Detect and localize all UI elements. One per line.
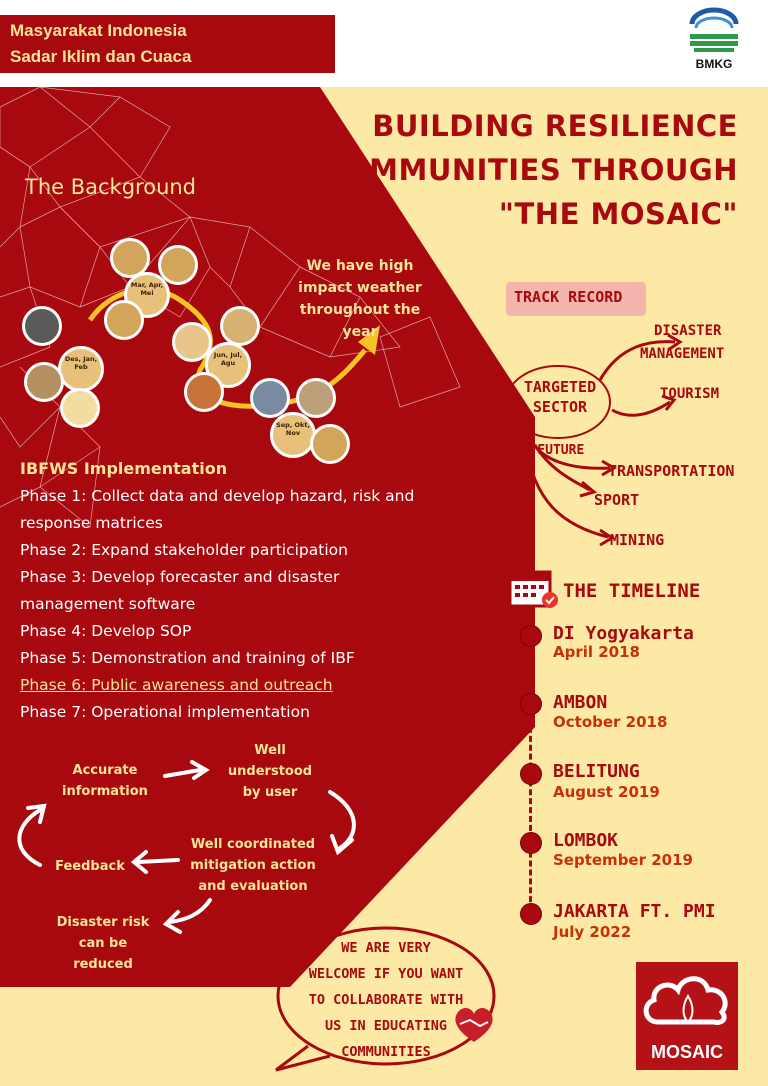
timeline-date-2: October 2018 — [553, 713, 668, 731]
collaborate-text: WE ARE VERY WELCOME IF YOU WANT TO COLLABORATE WITH US IN EDUCATING COMMUNITIES — [308, 940, 464, 1060]
header-tagline-box — [0, 15, 335, 73]
mosaic-logo-text: MOSAIC — [651, 1042, 723, 1062]
house-flood-icon — [296, 378, 336, 418]
sector-sport: SPORT — [594, 491, 640, 509]
dry-tree-icon — [220, 306, 260, 346]
sector-management: MANAGEMENT — [640, 346, 725, 362]
timeline-dot — [520, 625, 542, 647]
phase-1-cont: response matrices — [20, 514, 163, 532]
heavy-rain-icon — [310, 424, 350, 464]
season-badge-mam: Mar, Apr, Mei — [124, 272, 170, 318]
timeline-date-4: September 2019 — [553, 851, 693, 869]
lightning-icon — [60, 388, 100, 428]
cycle-arrows — [0, 740, 360, 940]
tagline-line2: Sadar Iklim dan Cuaca — [10, 47, 192, 66]
season-badge-jja: Jun, Jul, Agu — [205, 342, 251, 388]
phase-4: Phase 4: Develop SOP — [20, 622, 192, 640]
timeline-date-3: August 2019 — [553, 783, 660, 801]
drizzle-icon — [104, 300, 144, 340]
phase-1: Phase 1: Collect data and develop hazard, risk and — [20, 487, 415, 505]
handshake-heart-icon — [452, 1002, 496, 1046]
season-badge-son: Sep, Okt, Nov — [270, 412, 316, 458]
sector-transportation: TRANSPORTATION — [608, 462, 735, 480]
season-badge-djf: Des, Jan, Feb — [58, 346, 104, 392]
cycle-well-understood: Well understood by user — [227, 743, 313, 800]
phase-5: Phase 5: Demonstration and training of IBF — [20, 649, 355, 667]
cloud-icon — [636, 962, 738, 1040]
phase-7: Phase 7: Operational implementation — [20, 703, 310, 721]
phase-3: Phase 3: Develop forecaster and disaster — [20, 568, 340, 586]
phase-6: Phase 6: Public awareness and outreach — [20, 676, 333, 694]
track-record-badge — [506, 282, 646, 316]
thunderstorm-icon — [250, 378, 290, 418]
timeline-date-5: July 2022 — [553, 923, 632, 941]
targeted-sector-label: TARGETED SECTOR — [523, 378, 597, 416]
timeline-dot — [520, 832, 542, 854]
timeline-dot — [520, 903, 542, 925]
the-future-label: THE FUTURE — [506, 443, 585, 458]
cycle-well-coordinated: Well coordinated mitigation action and evaluation — [190, 837, 316, 894]
timeline-city-1: DI Yogyakarta — [553, 623, 694, 644]
phase-3-cont: management software — [20, 595, 196, 613]
title-line3: "THE MOSAIC" — [498, 197, 738, 231]
impact-text: We have high impact weather throughout the year — [298, 258, 422, 340]
timeline-city-4: LOMBOK — [553, 830, 619, 851]
calendar-icon — [508, 566, 560, 610]
bmkg-logo-text: BMKG — [695, 57, 733, 71]
track-record-heading: TRACK RECORD — [514, 288, 623, 306]
timeline-city-2: AMBON — [553, 692, 608, 713]
sector-map-lines — [500, 320, 768, 560]
wildfire-icon — [184, 372, 224, 412]
cycle-disaster-risk-reduced: Disaster risk can be reduced — [56, 915, 150, 972]
timeline-city-5: JAKARTA FT. PMI — [553, 901, 716, 922]
cycle-accurate-information: Accurate information — [62, 763, 148, 799]
background-heading: The Background — [25, 175, 197, 199]
sector-tourism: TOURISM — [660, 386, 720, 402]
phase-2: Phase 2: Expand stakeholder participation — [20, 541, 348, 559]
timeline-dot — [520, 763, 542, 785]
tagline-line1: Masyarakat Indonesia — [10, 21, 187, 40]
timeline-date-1: April 2018 — [553, 643, 640, 661]
timeline-dot — [520, 693, 542, 715]
sector-disaster: DISASTER — [654, 323, 722, 339]
landslide-icon — [24, 362, 64, 402]
flood-icon — [22, 306, 62, 346]
title-line2: COMMUNITIES THROUGH — [322, 153, 738, 187]
cycle-feedback: Feedback — [55, 859, 125, 874]
mosaic-logo — [636, 962, 738, 1070]
bmkg-emblem-icon — [684, 6, 744, 56]
timeline-heading: THE TIMELINE — [563, 580, 701, 602]
ibfws-heading: IBFWS Implementation — [20, 459, 228, 478]
title-line1: BUILDING RESILIENCE — [372, 109, 738, 143]
sector-mining: MINING — [610, 531, 665, 549]
bmkg-logo — [684, 6, 744, 74]
timeline-city-3: BELITUNG — [553, 761, 640, 782]
